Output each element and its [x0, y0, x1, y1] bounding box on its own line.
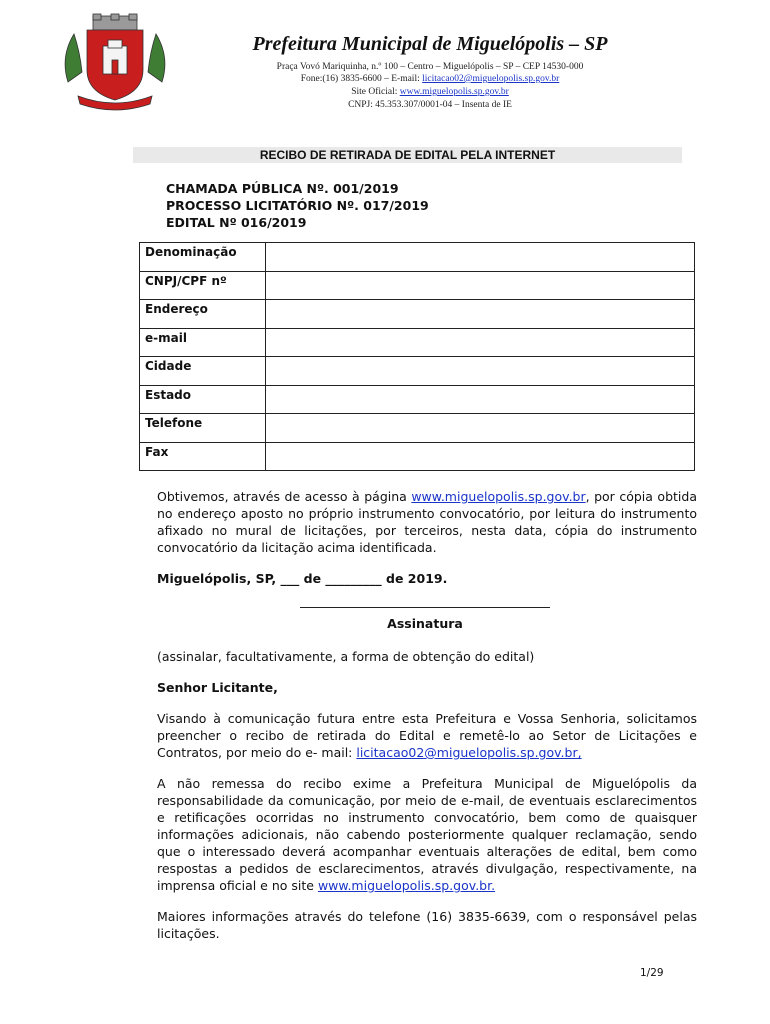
header-contact: [190, 74, 670, 84]
email-link[interactable]: licitacao02@miguelopolis.sp.gov.br,: [356, 745, 582, 760]
paragraph-text: , por cópia obtida no endereço aposto no próprio instrumento convocatório, por leitura do instrumento afixado no mural de licitações, por terceiros, nesta data, cópia do instrumento convocatório da licitação acima identificada.: [157, 489, 697, 555]
telefone-field[interactable]: [266, 414, 694, 442]
process-identifiers: [166, 180, 429, 231]
field-label: Fax: [140, 443, 266, 472]
call-number: CHAMADA PÚBLICA Nº. 001/2019: [166, 181, 399, 196]
header-title: Prefeitura Municipal de Miguelópolis – SP: [252, 33, 608, 55]
field-label: Telefone: [140, 414, 266, 442]
field-label: e-mail: [140, 329, 266, 357]
paragraph-contact: Maiores informações através do telefone (16) 3835-6639, com o responsável pelas licitações.: [157, 909, 697, 941]
table-row: [140, 300, 694, 329]
field-label: Endereço: [140, 300, 266, 328]
table-row: [140, 243, 694, 272]
cidade-field[interactable]: [266, 357, 694, 385]
paragraph-text: Obtivemos, através de acesso à página: [157, 489, 412, 504]
table-row: [140, 443, 694, 472]
site-link[interactable]: www.miguelopolis.sp.gov.br.: [317, 878, 496, 893]
paragraph-text: Visando à comunicação futura entre esta Prefeitura e Vossa Senhoria, solicitamos preencher o recibo de retirada do Edital e remetê-lo ao Setor de Licitações e Contratos, por meio do e- mail:: [157, 711, 697, 760]
header-phone: Fone:(16) 3835-6600 – E-mail:: [300, 74, 423, 84]
email-field[interactable]: [266, 329, 694, 357]
bidder-info-table: [139, 242, 695, 471]
header-site-label: Site Oficial:: [351, 87, 400, 97]
paragraph-request: [157, 710, 697, 761]
obtention-note: (assinalar, facultativamente, a forma de obtenção do edital): [157, 649, 535, 664]
table-row: [140, 414, 694, 443]
table-row: [140, 272, 694, 301]
salutation: Senhor Licitante,: [157, 680, 278, 695]
field-label: Estado: [140, 386, 266, 414]
date-line: Miguelópolis, SP, ___ de _________ de 2019.: [157, 571, 448, 586]
header-address: Praça Vovó Mariquinha, n.º 100 – Centro – Miguelópolis – SP – CEP 14530-000: [276, 62, 584, 72]
table-row: [140, 329, 694, 358]
process-number: PROCESSO LICITATÓRIO Nº. 017/2019: [166, 198, 429, 213]
paragraph-text: A não remessa do recibo exime a Prefeitura Municipal de Miguelópolis da responsabilidade da comunicação, por meio de e-mail, de eventuais esclarecimentos e retificações ocorridas no instrumento convocatório, bem como de quaisquer informações adicionais, não cabendo posteriormente qualquer reclamação, sendo que o interessado deverá acompanhar eventuais alterações de edital, bem como respostas a pedidos de esclarecimentos, através divulgação, respectivamente, na imprensa oficial e no site: [157, 776, 697, 893]
denominacao-field[interactable]: [266, 243, 694, 271]
cnpj-field[interactable]: [266, 272, 694, 300]
endereco-field[interactable]: [266, 300, 694, 328]
header-email-link[interactable]: licitacao02@miguelopolis.sp.gov.br: [422, 74, 560, 84]
header-site-link[interactable]: www.miguelopolis.sp.gov.br: [399, 87, 509, 97]
field-label: Cidade: [140, 357, 266, 385]
receipt-title: RECIBO DE RETIRADA DE EDITAL PELA INTERNET: [133, 147, 682, 163]
field-label: CNPJ/CPF nº: [140, 272, 266, 300]
page-number: 1/29: [640, 967, 664, 979]
signature-label: Assinatura: [387, 616, 463, 631]
paragraph-disclaimer: [157, 775, 697, 894]
municipal-crest-icon: [60, 12, 170, 112]
edital-number: EDITAL Nº 016/2019: [166, 215, 307, 230]
header-site: [190, 87, 670, 97]
signature-line: [300, 607, 550, 608]
site-link[interactable]: www.miguelopolis.sp.gov.br: [411, 489, 586, 504]
field-label: Denominação: [140, 243, 266, 271]
table-row: [140, 386, 694, 415]
estado-field[interactable]: [266, 386, 694, 414]
paragraph-obtained: [157, 488, 697, 556]
header-cnpj: CNPJ: 45.353.307/0001-04 – Insenta de IE: [348, 100, 512, 110]
table-row: [140, 357, 694, 386]
fax-field[interactable]: [266, 443, 694, 472]
